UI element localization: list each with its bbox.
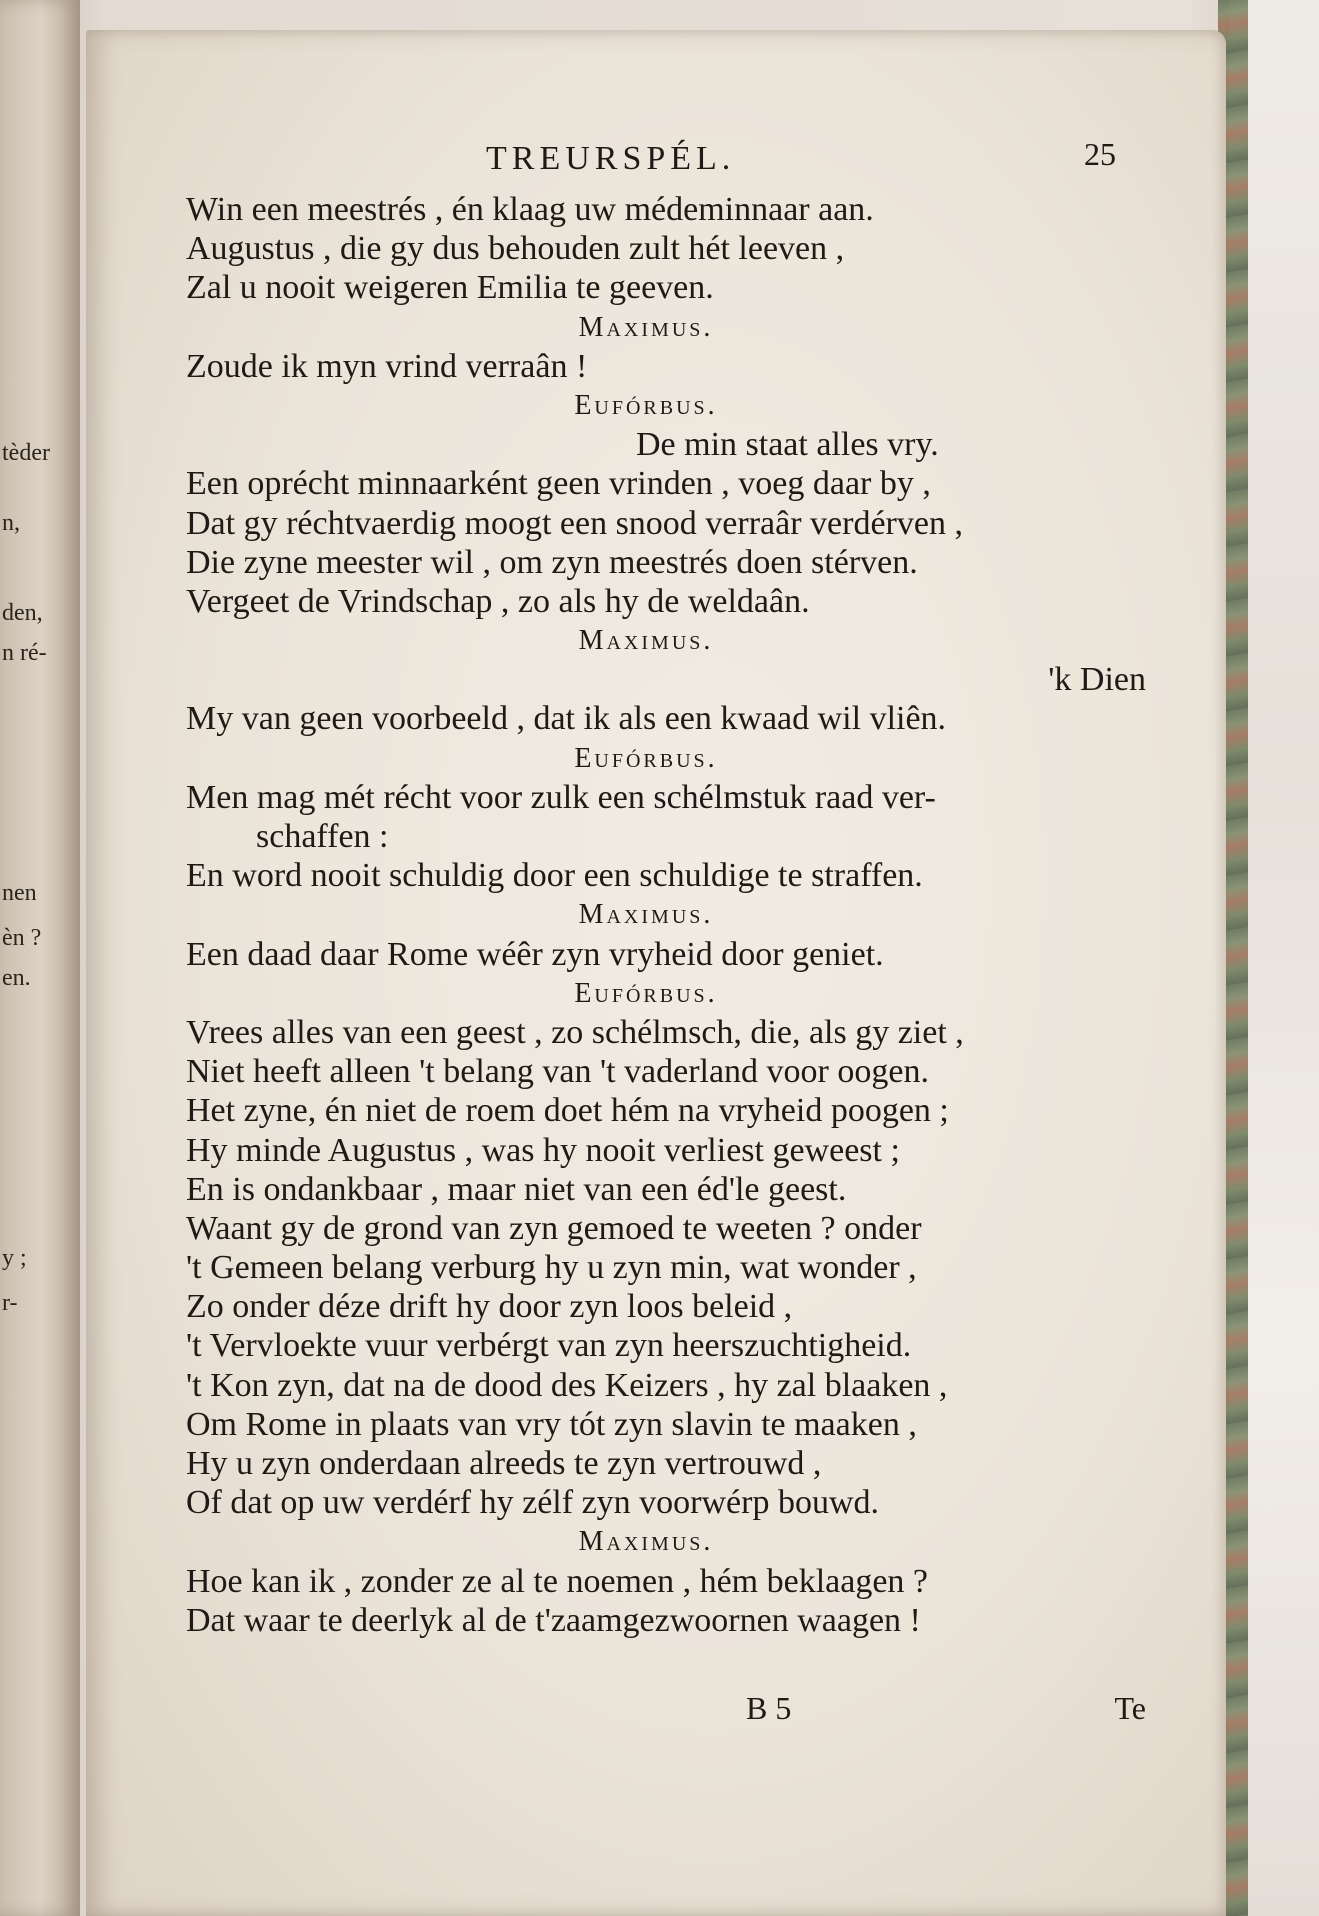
verse-line: En is ondankbaar , maar niet van een éd'le geest. [186,1170,847,1208]
verse-line: Om Rome in plaats van vry tót zyn slavin te maaken , [186,1405,917,1443]
verse-lines [186,190,1166,1640]
verse-line: Dat gy réchtvaerdig moogt een snood verraâr verdérven , [186,504,963,542]
verse-line: Zoude ik myn vrind verraân ! [186,347,588,385]
verse-line: Of dat op uw verdérf hy zélf zyn voorwérp bouwd. [186,1484,879,1522]
left-page-fragment: nen [2,880,37,906]
verse-line: Hy minde Augustus , was hy nooit verliest geweest ; [186,1131,900,1169]
speaker-name: Eufórbus. [574,389,718,421]
verse-line: De min staat alles vry. [636,426,939,464]
left-page-fragment: y ; [2,1245,27,1271]
verse-line: Hy u zyn onderdaan alreeds te zyn vertrouwd , [186,1445,822,1482]
previous-page-edge [0,0,80,1916]
verse-line: Hoe kan ik , zonder ze al te noemen , hém beklaagen ? [186,1562,929,1600]
verse-line: 't Gemeen belang verburg hy u zyn min, wat wonder , [186,1249,917,1287]
speaker-name: Eufórbus. [574,742,718,774]
left-page-fragment: n ré- [2,640,47,666]
verse-line: Win een meestrés , én klaag uw médeminnaar aan. [186,191,874,228]
verse-line: My van geen voorbeeld , dat ik als een kwaad wil vliên. [186,700,947,738]
left-page-fragment: tèder [2,440,50,466]
verse-line: Vergeet de Vrindschap , zo als hy de weldaân. [186,582,810,620]
verse-line: schaffen : [256,818,389,855]
verse-line: Zo onder déze drift hy door zyn loos beleid , [186,1288,793,1326]
left-page-fragment: èn ? [2,925,42,951]
verse-line: Niet heeft alleen 't belang van 't vaderland voor oogen. [186,1053,929,1091]
catchword: Te [1114,1690,1146,1726]
page-footer [186,1690,1166,1740]
verse-line: Vrees alles van een geest , zo schélmsch, die, als gy ziet , [186,1013,964,1051]
verse-line: 'k Dien [1048,661,1146,699]
running-head-title: TREURSPÉL. [486,140,736,177]
verse-line: Dat waar te deerlyk al de t'zaamgezwoornen waagen ! [186,1601,921,1639]
verse-line: 't Vervloekte vuur verbérgt van zyn heerszuchtigheid. [186,1327,912,1365]
left-page-fragment: den, [2,600,43,626]
page-number: 25 [1084,136,1116,172]
book-page [86,30,1226,1916]
verse-line: Zal u nooit weigeren Emilia te geeven. [186,269,714,307]
verse-line: Die zyne meester wil , om zyn meestrés doen stérven. [186,543,918,581]
verse-line: Een oprécht minnaarként geen vrinden , voeg daar by , [186,465,931,503]
speaker-name: Maximus. [578,311,714,343]
verse-line: Een daad daar Rome wéêr zyn vryheid door geniet. [186,935,884,973]
speaker-name: Maximus. [578,899,714,931]
verse-line: Waant gy de grond van zyn gemoed te weeten ? onder [186,1209,922,1247]
verse-line: En word nooit schuldig door een schuldige te straffen. [186,857,923,895]
speaker-name: Maximus. [578,625,714,657]
verse-line: 't Kon zyn, dat na de dood des Keizers , hy zal blaaken , [186,1366,948,1404]
speaker-name: Maximus. [578,1526,714,1558]
left-page-fragment: r- [2,1290,18,1316]
left-page-fragment: en. [2,965,31,991]
speaker-name: Eufórbus. [574,977,718,1009]
signature-mark: B 5 [746,1690,792,1726]
verse-line: Augustus , die gy dus behouden zult hét leeven , [186,230,845,268]
verse-line: Men mag mét récht voor zulk een schélmstuk raad ver- [186,778,936,816]
verse-line: Het zyne, én niet de roem doet hém na vryheid poogen ; [186,1092,949,1130]
left-page-fragment: n, [2,510,20,536]
